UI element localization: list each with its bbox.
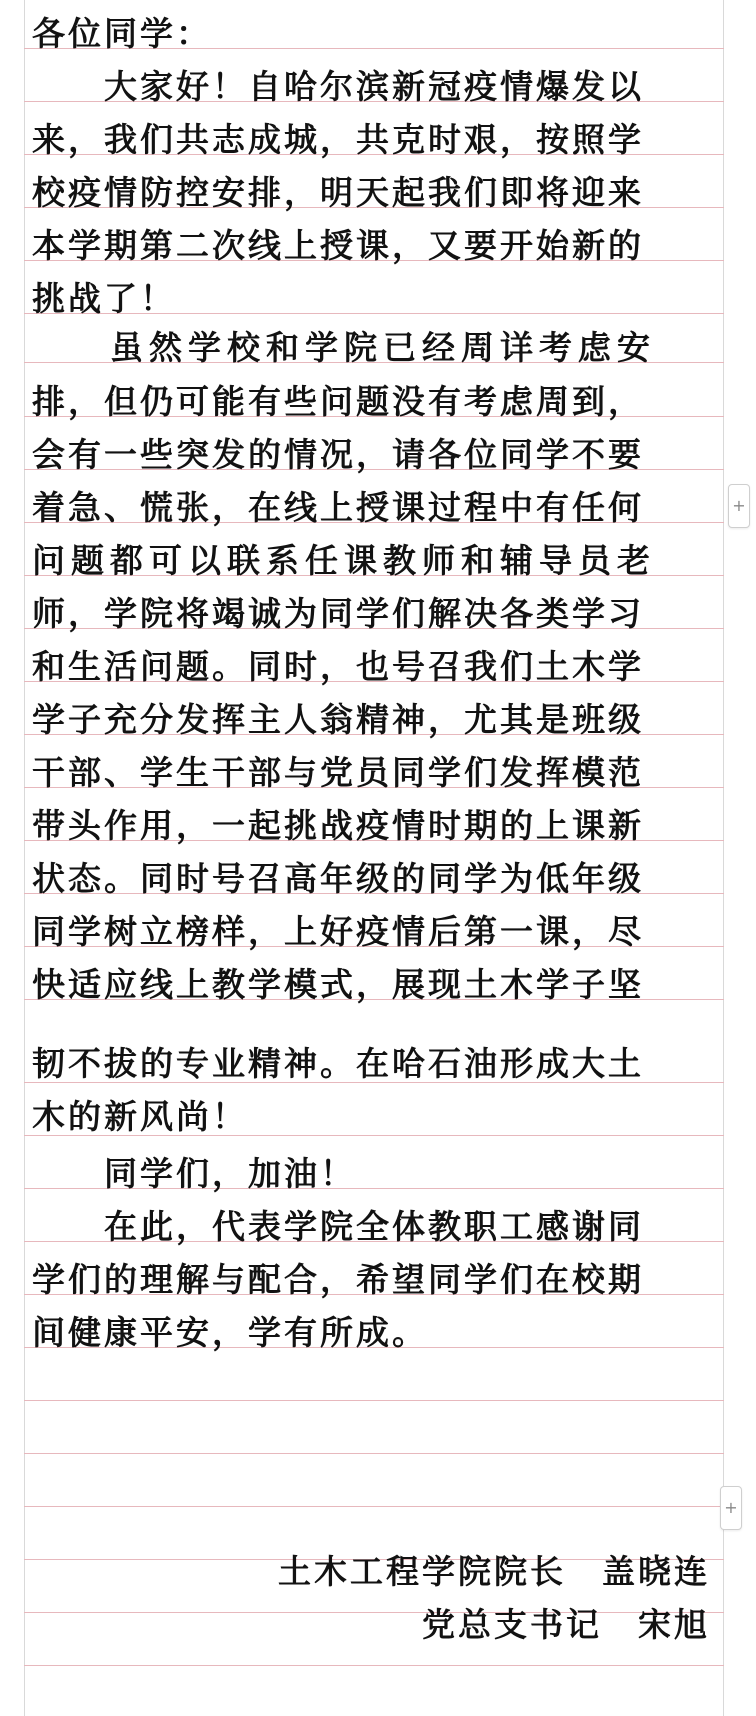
expand-button[interactable]: + xyxy=(728,484,750,528)
letter-line: 虽然学校和学院已经周详考虑安 xyxy=(32,328,656,367)
ruled-line xyxy=(24,1665,724,1666)
expand-button[interactable]: + xyxy=(720,1486,742,1530)
page-margin-left xyxy=(24,0,25,1716)
letter-line: 排，但仍可能有些问题没有考虑周到， xyxy=(32,382,644,421)
signature-secretary: 党总支书记 宋旭 xyxy=(422,1605,710,1644)
letter-line: 木的新风尚！ xyxy=(32,1097,248,1136)
letter-line: 和生活问题。同时，也号召我们土木学 xyxy=(32,647,644,686)
letter-line: 间健康平安，学有所成。 xyxy=(32,1313,428,1352)
letter-line: 韧不拔的专业精神。在哈石油形成大土 xyxy=(32,1044,644,1083)
letter-line: 师，学院将竭诚为同学们解决各类学习 xyxy=(32,594,644,633)
letter-page xyxy=(24,0,724,1716)
letter-line: 着急、慌张，在线上授课过程中有任何 xyxy=(32,488,644,527)
letter-line: 大家好！自哈尔滨新冠疫情爆发以 xyxy=(32,67,644,106)
signature-dean: 土木工程学院院长 盖晓连 xyxy=(278,1552,710,1591)
letter-line: 问题都可以联系任课教师和辅导员老 xyxy=(32,541,656,580)
letter-line: 会有一些突发的情况，请各位同学不要 xyxy=(32,435,644,474)
letter-line: 干部、学生干部与党员同学们发挥模范 xyxy=(32,753,644,792)
letter-line: 学们的理解与配合，希望同学们在校期 xyxy=(32,1260,644,1299)
ruled-line xyxy=(24,1400,724,1401)
page-margin-right xyxy=(723,0,724,1716)
letter-line: 状态。同时号召高年级的同学为低年级 xyxy=(32,859,644,898)
ruled-line xyxy=(24,1506,724,1507)
letter-line: 快适应线上教学模式，展现土木学子坚 xyxy=(32,965,644,1004)
letter-line: 本学期第二次线上授课，又要开始新的 xyxy=(32,226,644,265)
letter-line: 同学树立榜样，上好疫情后第一课，尽 xyxy=(32,912,644,951)
ruled-line xyxy=(24,1453,724,1454)
letter-line: 各位同学： xyxy=(32,14,212,53)
letter-line: 校疫情防控安排，明天起我们即将迎来 xyxy=(32,173,644,212)
letter-line: 同学们，加油！ xyxy=(32,1154,356,1193)
letter-line: 带头作用，一起挑战疫情时期的上课新 xyxy=(32,806,644,845)
letter-line: 来，我们共志成城，共克时艰，按照学 xyxy=(32,120,644,159)
letter-line: 学子充分发挥主人翁精神，尤其是班级 xyxy=(32,700,644,739)
letter-line: 在此，代表学院全体教职工感谢同 xyxy=(32,1207,644,1246)
letter-line: 挑战了！ xyxy=(32,279,176,318)
